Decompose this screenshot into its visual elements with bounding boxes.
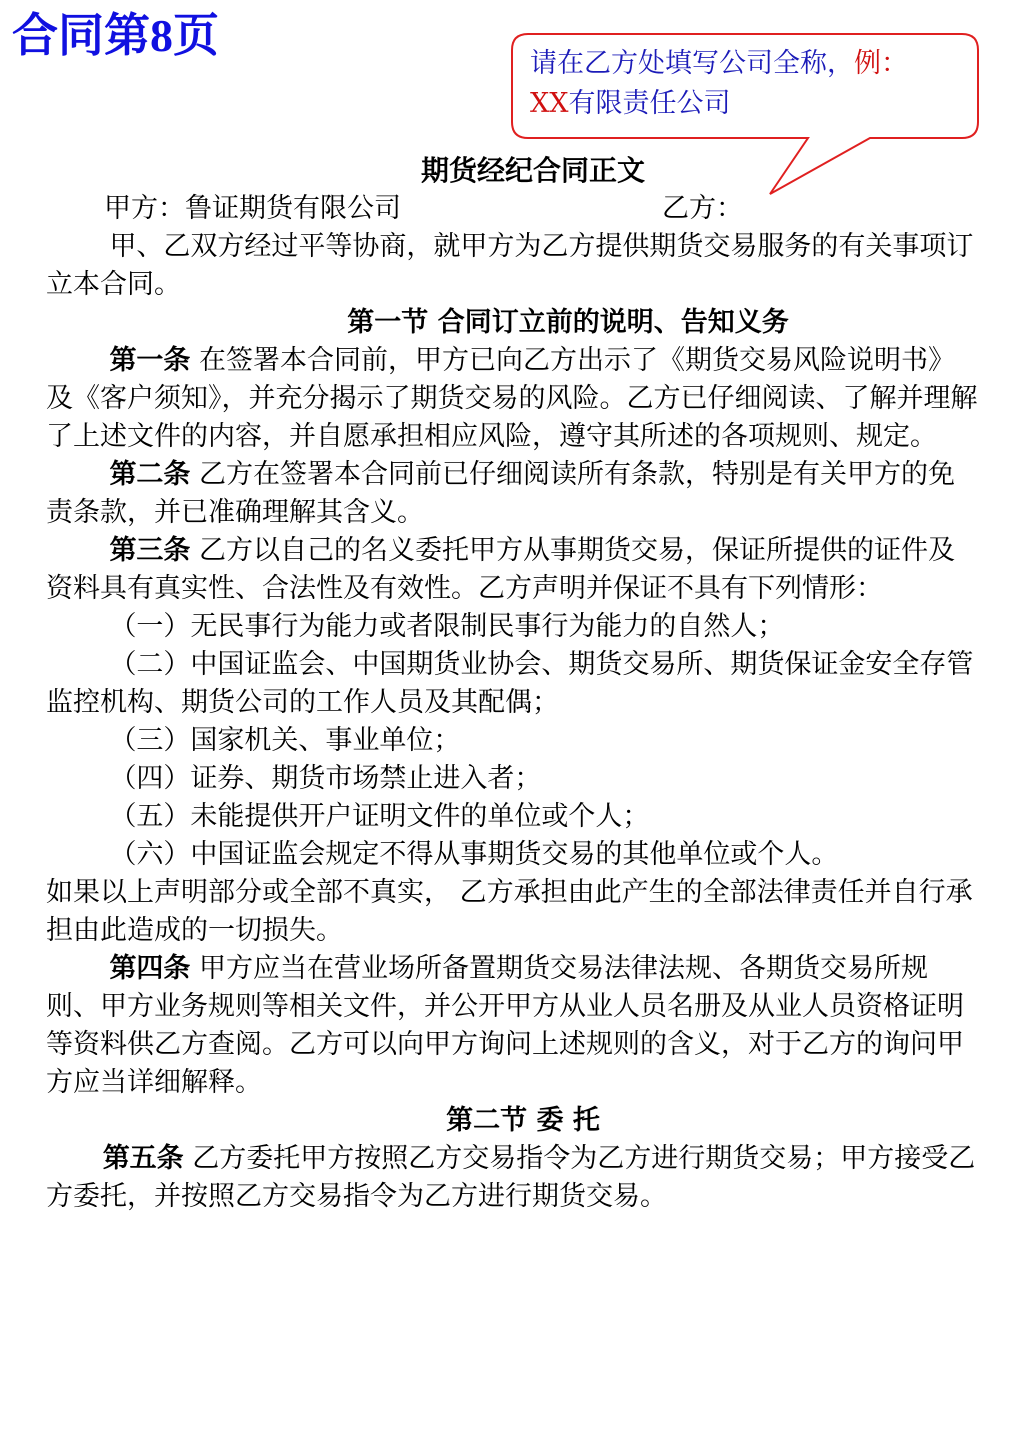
article-4: [46, 950, 980, 1102]
section2-heading: 第二节 委 托: [446, 1105, 600, 1136]
article-4-text: 甲方应当在营业场所备置期货交易法律法规、各期货交易所规则、甲方业务规则等相关文件，并公开甲方从业人员名册及从业人员资格证明等资料供乙方查阅。乙方可以向甲方询问上述规则的含义，对于乙方的询问甲方应当详细解释。: [46, 953, 964, 1098]
article-5-label: 第五条: [102, 1143, 184, 1174]
callout-example-suffix: 有限责任公司: [568, 88, 731, 119]
callout-text: [530, 44, 970, 124]
article-3-label: 第三条: [109, 535, 191, 566]
page-title: 合同第8页: [12, 10, 219, 61]
contract-title: 期货经纪合同正文: [420, 154, 645, 187]
article-2-label: 第二条: [109, 459, 191, 490]
article-3-text: 乙方以自己的名义委托甲方从事期货交易，保证所提供的证件及资料具有真实性、合法性及有效性。乙方声明并保证不具有下列情形：: [46, 535, 956, 604]
article-3: [46, 532, 980, 608]
article-2: [46, 456, 980, 532]
article-1-label: 第一条: [109, 345, 191, 376]
list-item: （四）证券、期货市场禁止进入者；: [109, 763, 542, 794]
list-item: （二）中国证监会、中国期货业协会、期货交易所、期货保证金安全存管监控机构、期货公司的工作人员及其配偶；: [46, 649, 974, 718]
callout-example-xx: XX: [530, 88, 569, 119]
party-b-field: 乙方：: [662, 193, 743, 224]
contract-body: [46, 152, 980, 1216]
section1-heading: 第一节 合同订立前的说明、告知义务: [347, 307, 789, 338]
callout-text-1: 请在乙方处填写公司全称，: [530, 48, 854, 79]
article-4-label: 第四条: [109, 953, 191, 984]
list-item: （五）未能提供开户证明文件的单位或个人；: [109, 801, 650, 832]
list-item: （三）国家机关、事业单位；: [109, 725, 461, 756]
list-item: （六）中国证监会规定不得从事期货交易的其他单位或个人。: [109, 839, 839, 870]
article-1: [46, 342, 980, 456]
party-a: 甲方：鲁证期货有限公司: [104, 193, 401, 224]
party-line: [46, 190, 980, 228]
article-5-text: 乙方委托甲方按照乙方交易指令为乙方进行期货交易；甲方接受乙方委托，并按照乙方交易指令为乙方进行期货交易。: [46, 1143, 976, 1212]
article-5: [46, 1140, 980, 1216]
callout-example-label: 例：: [854, 48, 908, 79]
intro-paragraph: 甲、乙双方经过平等协商，就甲方为乙方提供期货交易服务的有关事项订立本合同。: [46, 231, 974, 300]
article-2-text: 乙方在签署本合同前已仔细阅读所有条款，特别是有关甲方的免责条款，并已准确理解其含义。: [46, 459, 956, 528]
list-item: （一）无民事行为能力或者限制民事行为能力的自然人；: [109, 611, 785, 642]
article-1-text: 在签署本合同前，甲方已向乙方出示了《期货交易风险说明书》及《客户须知》，并充分揭示了期货交易的风险。乙方已仔细阅读、了解并理解了上述文件的内容，并自愿承担相应风险，遵守其所述的各项规则、规定。: [46, 345, 978, 452]
article-3-closing: 如果以上声明部分或全部不真实， 乙方承担由此产生的全部法律责任并自行承担由此造成的一切损失。: [46, 877, 973, 946]
